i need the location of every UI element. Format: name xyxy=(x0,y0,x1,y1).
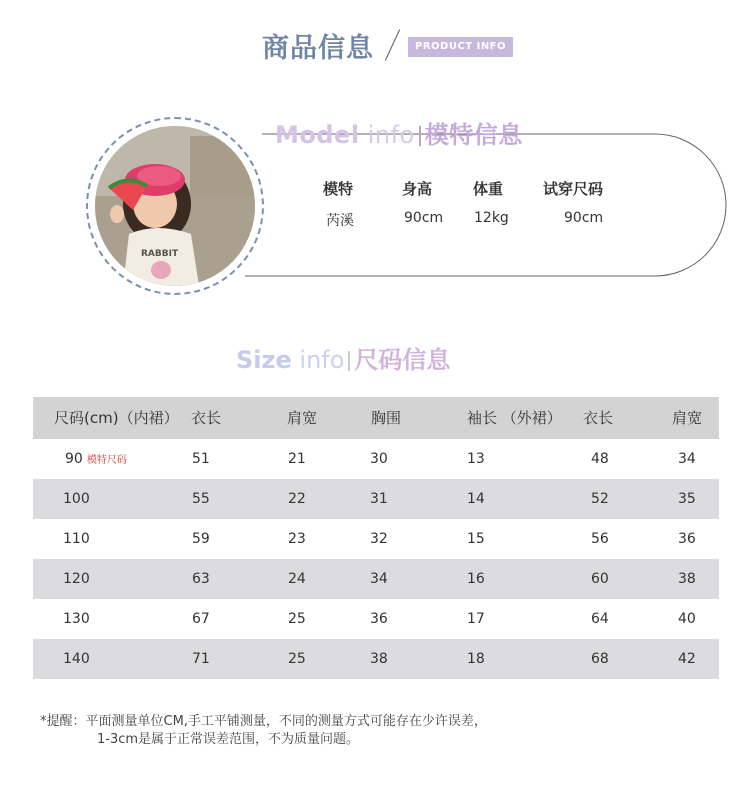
table-cell: 35 xyxy=(678,491,696,507)
shirt-print-text: RABBIT xyxy=(141,249,179,259)
table-cell: 34 xyxy=(678,451,696,467)
table-row xyxy=(33,559,719,599)
col-header-length-outer: 衣长 xyxy=(583,409,614,427)
table-cell: 14 xyxy=(467,491,485,507)
table-cell: 55 xyxy=(192,491,210,507)
size-cell: 110 xyxy=(63,531,90,547)
table-row xyxy=(33,519,719,559)
product-info-badge: PRODUCT INFO xyxy=(408,37,513,57)
table-cell: 67 xyxy=(192,611,210,627)
table-cell: 30 xyxy=(370,451,388,467)
col-header-shoulder-outer: 肩宽 xyxy=(672,409,703,427)
size-cell: 100 xyxy=(63,491,90,507)
col-header-length: 衣长 xyxy=(191,409,222,427)
size-cell: 90 xyxy=(65,451,83,467)
table-cell: 52 xyxy=(591,491,609,507)
table-cell: 51 xyxy=(192,451,210,467)
size-cell: 130 xyxy=(63,611,90,627)
table-cell: 56 xyxy=(591,531,609,547)
table-cell: 31 xyxy=(370,491,388,507)
table-cell: 71 xyxy=(192,651,210,667)
model-info-heading: Model info 模特信息 xyxy=(275,121,523,149)
table-row xyxy=(33,599,719,639)
table-cell: 25 xyxy=(288,611,306,627)
label-model: 模特 xyxy=(323,180,354,198)
measurement-note-line2: 1-3cm是属于正常误差范围，不为质量问题。 xyxy=(97,732,360,747)
table-cell: 15 xyxy=(467,531,485,547)
table-cell: 40 xyxy=(678,611,696,627)
table-cell: 17 xyxy=(467,611,485,627)
table-cell: 23 xyxy=(288,531,306,547)
table-cell: 42 xyxy=(678,651,696,667)
table-cell: 18 xyxy=(467,651,485,667)
model-photo xyxy=(95,126,255,286)
value-trial-size: 90cm xyxy=(564,210,604,226)
table-row xyxy=(33,639,719,679)
table-cell: 60 xyxy=(591,571,609,587)
table-row xyxy=(33,479,719,519)
table-cell: 38 xyxy=(370,651,388,667)
table-cell: 36 xyxy=(678,531,696,547)
col-header-size: 尺码(cm)（内裙） xyxy=(54,409,179,427)
size-cell: 140 xyxy=(63,651,90,667)
table-cell: 63 xyxy=(192,571,210,587)
table-cell: 24 xyxy=(288,571,306,587)
label-weight: 体重 xyxy=(473,180,504,198)
table-cell: 32 xyxy=(370,531,388,547)
model-size-tag: 模特尺码 xyxy=(86,455,127,466)
value-model: 芮溪 xyxy=(326,213,354,229)
table-cell: 38 xyxy=(678,571,696,587)
label-trial-size: 试穿尺码 xyxy=(543,180,604,198)
size-table xyxy=(33,397,719,679)
table-cell: 22 xyxy=(288,491,306,507)
page-title: 商品信息 xyxy=(262,33,374,64)
col-header-sleeve: 袖长 （外裙） xyxy=(467,409,562,427)
table-cell: 25 xyxy=(288,651,306,667)
table-row xyxy=(33,439,719,479)
col-header-shoulder: 肩宽 xyxy=(287,409,318,427)
table-header-row xyxy=(33,397,719,439)
measurement-note-line1: *提醒：平面测量单位CM,手工平铺测量，不同的测量方式可能存在少许误差， xyxy=(40,714,487,729)
table-cell: 68 xyxy=(591,651,609,667)
size-cell: 120 xyxy=(63,571,90,587)
value-weight: 12kg xyxy=(474,210,509,226)
table-cell: 48 xyxy=(591,451,609,467)
table-cell: 16 xyxy=(467,571,485,587)
table-cell: 34 xyxy=(370,571,388,587)
size-info-heading: Size info 尺码信息 xyxy=(236,346,451,374)
col-header-chest: 胸围 xyxy=(371,409,402,427)
table-cell: 59 xyxy=(192,531,210,547)
table-cell: 64 xyxy=(591,611,609,627)
table-cell: 36 xyxy=(370,611,388,627)
label-height: 身高 xyxy=(402,180,433,198)
value-height: 90cm xyxy=(404,210,444,226)
table-cell: 21 xyxy=(288,451,306,467)
table-cell: 13 xyxy=(467,451,485,467)
